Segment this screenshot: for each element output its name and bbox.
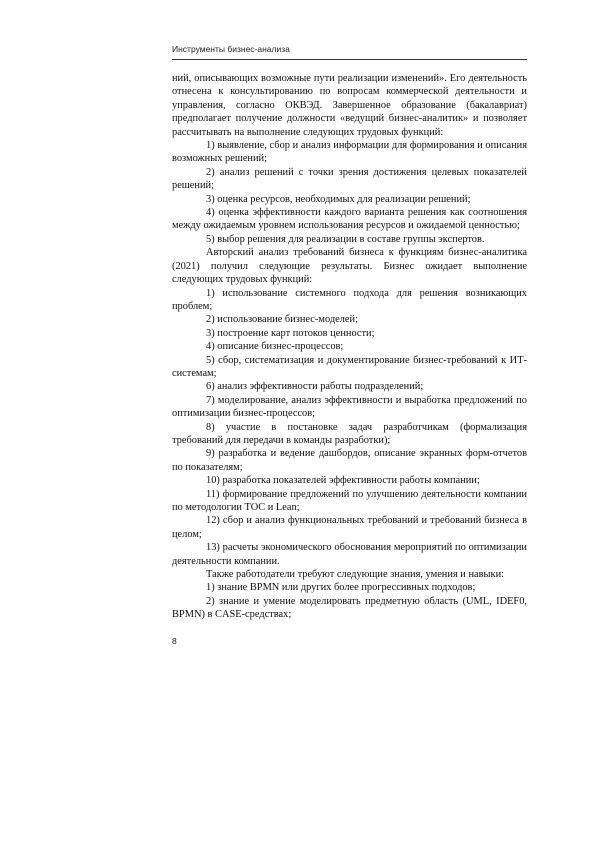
- list-item: 5) выбор решения для реализации в составе группы экспертов.: [206, 233, 485, 245]
- list-item: 1) знание BPMN или других более прогрессивных подходов;: [206, 582, 476, 594]
- list-item: 10) разработка показателей эффективности работы компании;: [206, 475, 480, 487]
- paragraph: Авторский анализ требований бизнеса к функциям бизнес-аналитика (2021) получил следующие результаты. Бизнес ожидает выполнение следующих трудовых функций:: [172, 247, 527, 286]
- list-item: 4) оценка эффективности каждого варианта решения как соотношения между ожидаемым уровнем использования ресурсов и ожидаемой ценностью;: [172, 207, 527, 232]
- list-item: 11) формирование предложений по улучшению деятельности компании по методологии TOC и Lean;: [172, 488, 527, 513]
- list-item: 8) участие в постановке задач разработчикам (формализация требований для передачи в команды разработки);: [172, 421, 527, 446]
- list-item: 13) расчеты экономического обоснования мероприятий по оптимизации деятельности компании.: [172, 542, 527, 567]
- list-item: 7) моделирование, анализ эффективности и выработка предложений по оптимизации бизнес-процессов;: [172, 394, 527, 420]
- list-item: 9) разработка и ведение дашбордов, описание экранных форм-отчетов по показателям;: [172, 448, 527, 473]
- list-item: 3) построение карт потоков ценности;: [206, 327, 375, 339]
- list-item: 2) анализ решений с точки зрения достижения целевых показателей решений;: [172, 166, 527, 192]
- list-item: 6) анализ эффективности работы подразделений;: [206, 381, 424, 393]
- page-body: [172, 72, 527, 622]
- list-item: 12) сбор и анализ функциональных требований и требований бизнеса в целом;: [172, 515, 527, 540]
- list-item: 2) знание и умение моделировать предметную область (UML, IDEF0, BPMN) в CASE-средствах;: [172, 595, 527, 621]
- list-item: 4) описание бизнес-процессов;: [206, 341, 344, 353]
- paragraph: Также работодатели требуют следующие знания, умения и навыки:: [206, 569, 505, 581]
- list-item: 1) использование системного подхода для решения возникающих проблем;: [172, 287, 527, 312]
- page-number: 8: [172, 636, 177, 646]
- list-item: 2) использование бизнес-моделей;: [206, 314, 358, 326]
- header-divider: [172, 59, 527, 60]
- list-item: 3) оценка ресурсов, необходимых для реализации решений;: [206, 193, 471, 205]
- running-head-title: Инструменты бизнес-анализа: [172, 44, 290, 54]
- list-item: 5) сбор, систематизация и документирование бизнес-требований к ИТ-системам;: [172, 354, 527, 379]
- list-item: 1) выявление, сбор и анализ информации для формирования и описания возможных решений;: [172, 140, 527, 165]
- paragraph: ний, описывающих возможные пути реализации изменений». Его деятельность отнесена к консультированию по вопросам коммерческой деятельности и управления, согласно ОКВЭД. Завершенное образование (бакалавриат) предполагает получение должности «ведущий бизнес-аналитик» и позволяет рассчитывать на выполнение следующих трудовых функций:: [172, 73, 527, 138]
